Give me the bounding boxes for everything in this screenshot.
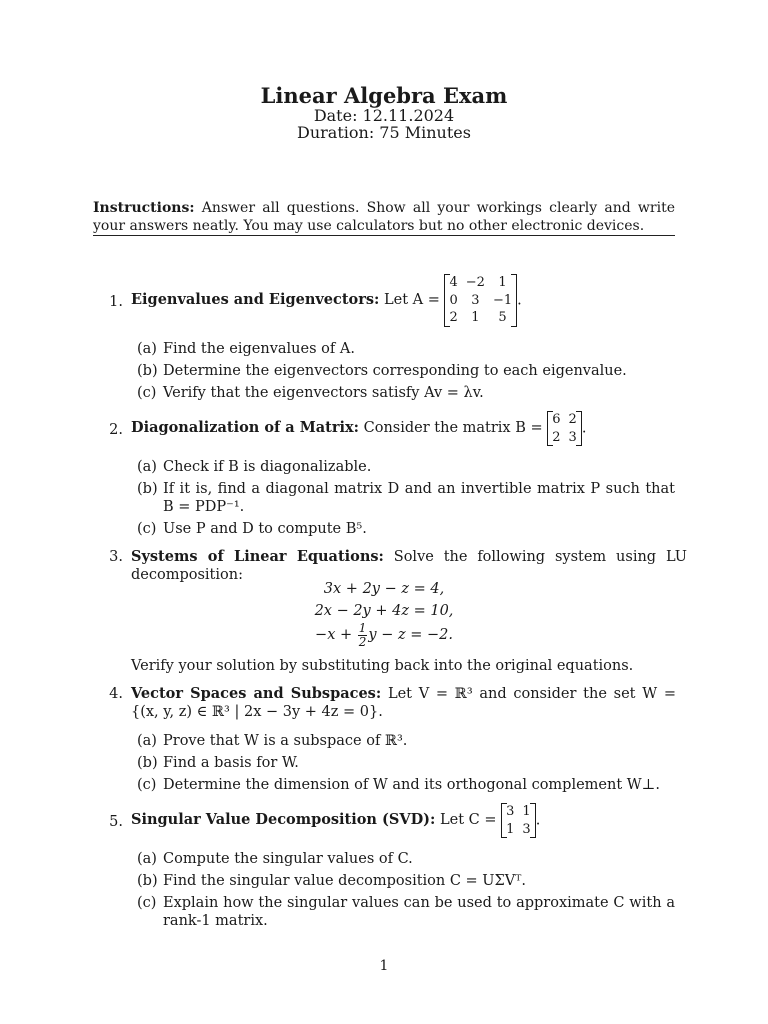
matrix-cell: 3 bbox=[522, 821, 531, 837]
instructions-label: Instructions: bbox=[93, 200, 195, 216]
matrix-cell: −2 bbox=[465, 275, 485, 290]
matrix-cell: 3 bbox=[506, 804, 515, 819]
question-number: 4. bbox=[109, 686, 123, 702]
part-label: (c) bbox=[137, 895, 157, 911]
question-lead: Consider the matrix B = bbox=[363, 420, 543, 437]
instructions-text: Answer all questions. Show all your workings clearly and write your answers neatly. You may use calculators but no other electronic devices. bbox=[93, 200, 675, 234]
matrix-cell: −1 bbox=[492, 292, 513, 308]
equation-2: 2x − 2y + 4z = 10, bbox=[314, 603, 454, 619]
question-title: Eigenvalues and Eigenvectors: bbox=[131, 291, 380, 309]
question-title: Vector Spaces and Subspaces: bbox=[131, 685, 382, 702]
part-label: (a) bbox=[137, 459, 157, 475]
question-number: 2. bbox=[109, 422, 123, 438]
part-label: (b) bbox=[137, 481, 158, 497]
question-5: Singular Value Decomposition (SVD): Let C = 3 1 1 3 . bbox=[131, 804, 541, 837]
part-label: (b) bbox=[137, 755, 158, 771]
question-lead: Solve the following system using LU decomposition: bbox=[131, 549, 688, 584]
matrix-cell: 0 bbox=[449, 292, 458, 308]
matrix-a bbox=[444, 274, 517, 327]
matrix-cell: 2 bbox=[552, 429, 561, 445]
question-number: 1. bbox=[109, 294, 123, 310]
equation-3 bbox=[0, 622, 768, 648]
matrix-cell: 1 bbox=[471, 310, 480, 326]
part-text: Find the eigenvalues of A. bbox=[163, 341, 355, 357]
part-label: (a) bbox=[137, 733, 157, 749]
page-number: 1 bbox=[379, 958, 389, 974]
question-2: Diagonalization of a Matrix: Consider the matrix B = 6 2 2 3 . bbox=[131, 412, 587, 445]
question-4 bbox=[131, 685, 676, 721]
instructions-divider bbox=[93, 235, 675, 236]
question-number: 5. bbox=[109, 814, 123, 830]
matrix-c bbox=[501, 803, 536, 838]
exam-date: Date: 12.11.2024 bbox=[313, 106, 455, 125]
part-label: (a) bbox=[137, 341, 157, 357]
matrix-cell: 3 bbox=[568, 429, 577, 445]
part-text: Determine the eigenvectors corresponding to each eigenvalue. bbox=[163, 363, 627, 379]
part-label: (b) bbox=[137, 363, 158, 379]
matrix-cell: 1 bbox=[506, 821, 515, 837]
part-text: Explain how the singular values can be used to approximate C with a rank-1 matrix. bbox=[163, 895, 675, 930]
part-label: (c) bbox=[137, 521, 157, 537]
part-text: Use P and D to compute B⁵. bbox=[163, 521, 367, 537]
question-title: Singular Value Decomposition (SVD): bbox=[131, 811, 436, 829]
exam-title: Linear Algebra Exam bbox=[260, 83, 508, 108]
question-3 bbox=[131, 548, 687, 584]
question-title: Diagonalization of a Matrix: bbox=[131, 419, 360, 437]
exam-duration: Duration: 75 Minutes bbox=[297, 123, 471, 142]
question-title: Systems of Linear Equations: bbox=[131, 548, 384, 565]
part-text: If it is, find a diagonal matrix D and an invertible matrix P such that B = PDP⁻¹. bbox=[163, 481, 675, 516]
part-text: Check if B is diagonalizable. bbox=[163, 459, 372, 475]
part-label: (a) bbox=[137, 851, 157, 867]
fraction-half bbox=[358, 622, 368, 648]
fraction-numerator: 1 bbox=[358, 621, 367, 635]
matrix-cell: 1 bbox=[522, 804, 531, 819]
instructions-block bbox=[93, 200, 675, 235]
matrix-b bbox=[547, 411, 582, 446]
part-label: (c) bbox=[137, 777, 157, 793]
question-3-followup: Verify your solution by substituting back into the original equations. bbox=[131, 658, 634, 674]
matrix-cell: 3 bbox=[471, 292, 480, 308]
question-number: 3. bbox=[109, 549, 123, 565]
part-text: Compute the singular values of C. bbox=[163, 851, 413, 867]
equation-3-part: y − z = −2. bbox=[368, 627, 453, 644]
part-label: (c) bbox=[137, 385, 157, 401]
part-label: (b) bbox=[137, 873, 158, 889]
part-text: Find the singular value decomposition C = UΣVᵀ. bbox=[163, 873, 526, 889]
matrix-cell: 5 bbox=[498, 310, 507, 326]
matrix-cell: 6 bbox=[552, 412, 561, 427]
matrix-cell: 2 bbox=[568, 412, 577, 427]
question-1: Eigenvalues and Eigenvectors: Let A = 4 −2 1 0 3 −1 2 1 5 . bbox=[131, 275, 522, 326]
equation-3-part: −x + bbox=[315, 627, 357, 644]
part-text: Verify that the eigenvectors satisfy Av = λv. bbox=[163, 385, 484, 401]
matrix-cell: 4 bbox=[449, 275, 458, 290]
fraction-denominator: 2 bbox=[358, 634, 367, 649]
question-lead: Let C = bbox=[440, 812, 497, 829]
matrix-cell: 2 bbox=[449, 310, 458, 326]
matrix-cell: 1 bbox=[498, 275, 507, 290]
question-lead: Let A = bbox=[383, 292, 440, 309]
equation-1: 3x + 2y − z = 4, bbox=[323, 581, 445, 597]
part-text: Find a basis for W. bbox=[163, 755, 299, 771]
part-text: Determine the dimension of W and its orthogonal complement W⊥. bbox=[163, 777, 660, 793]
part-text: Prove that W is a subspace of ℝ³. bbox=[163, 733, 408, 749]
question-lead: Let V = ℝ³ and consider the set W = {(x, y, z) ∈ ℝ³ | 2x − 3y + 4z = 0}. bbox=[131, 686, 676, 721]
